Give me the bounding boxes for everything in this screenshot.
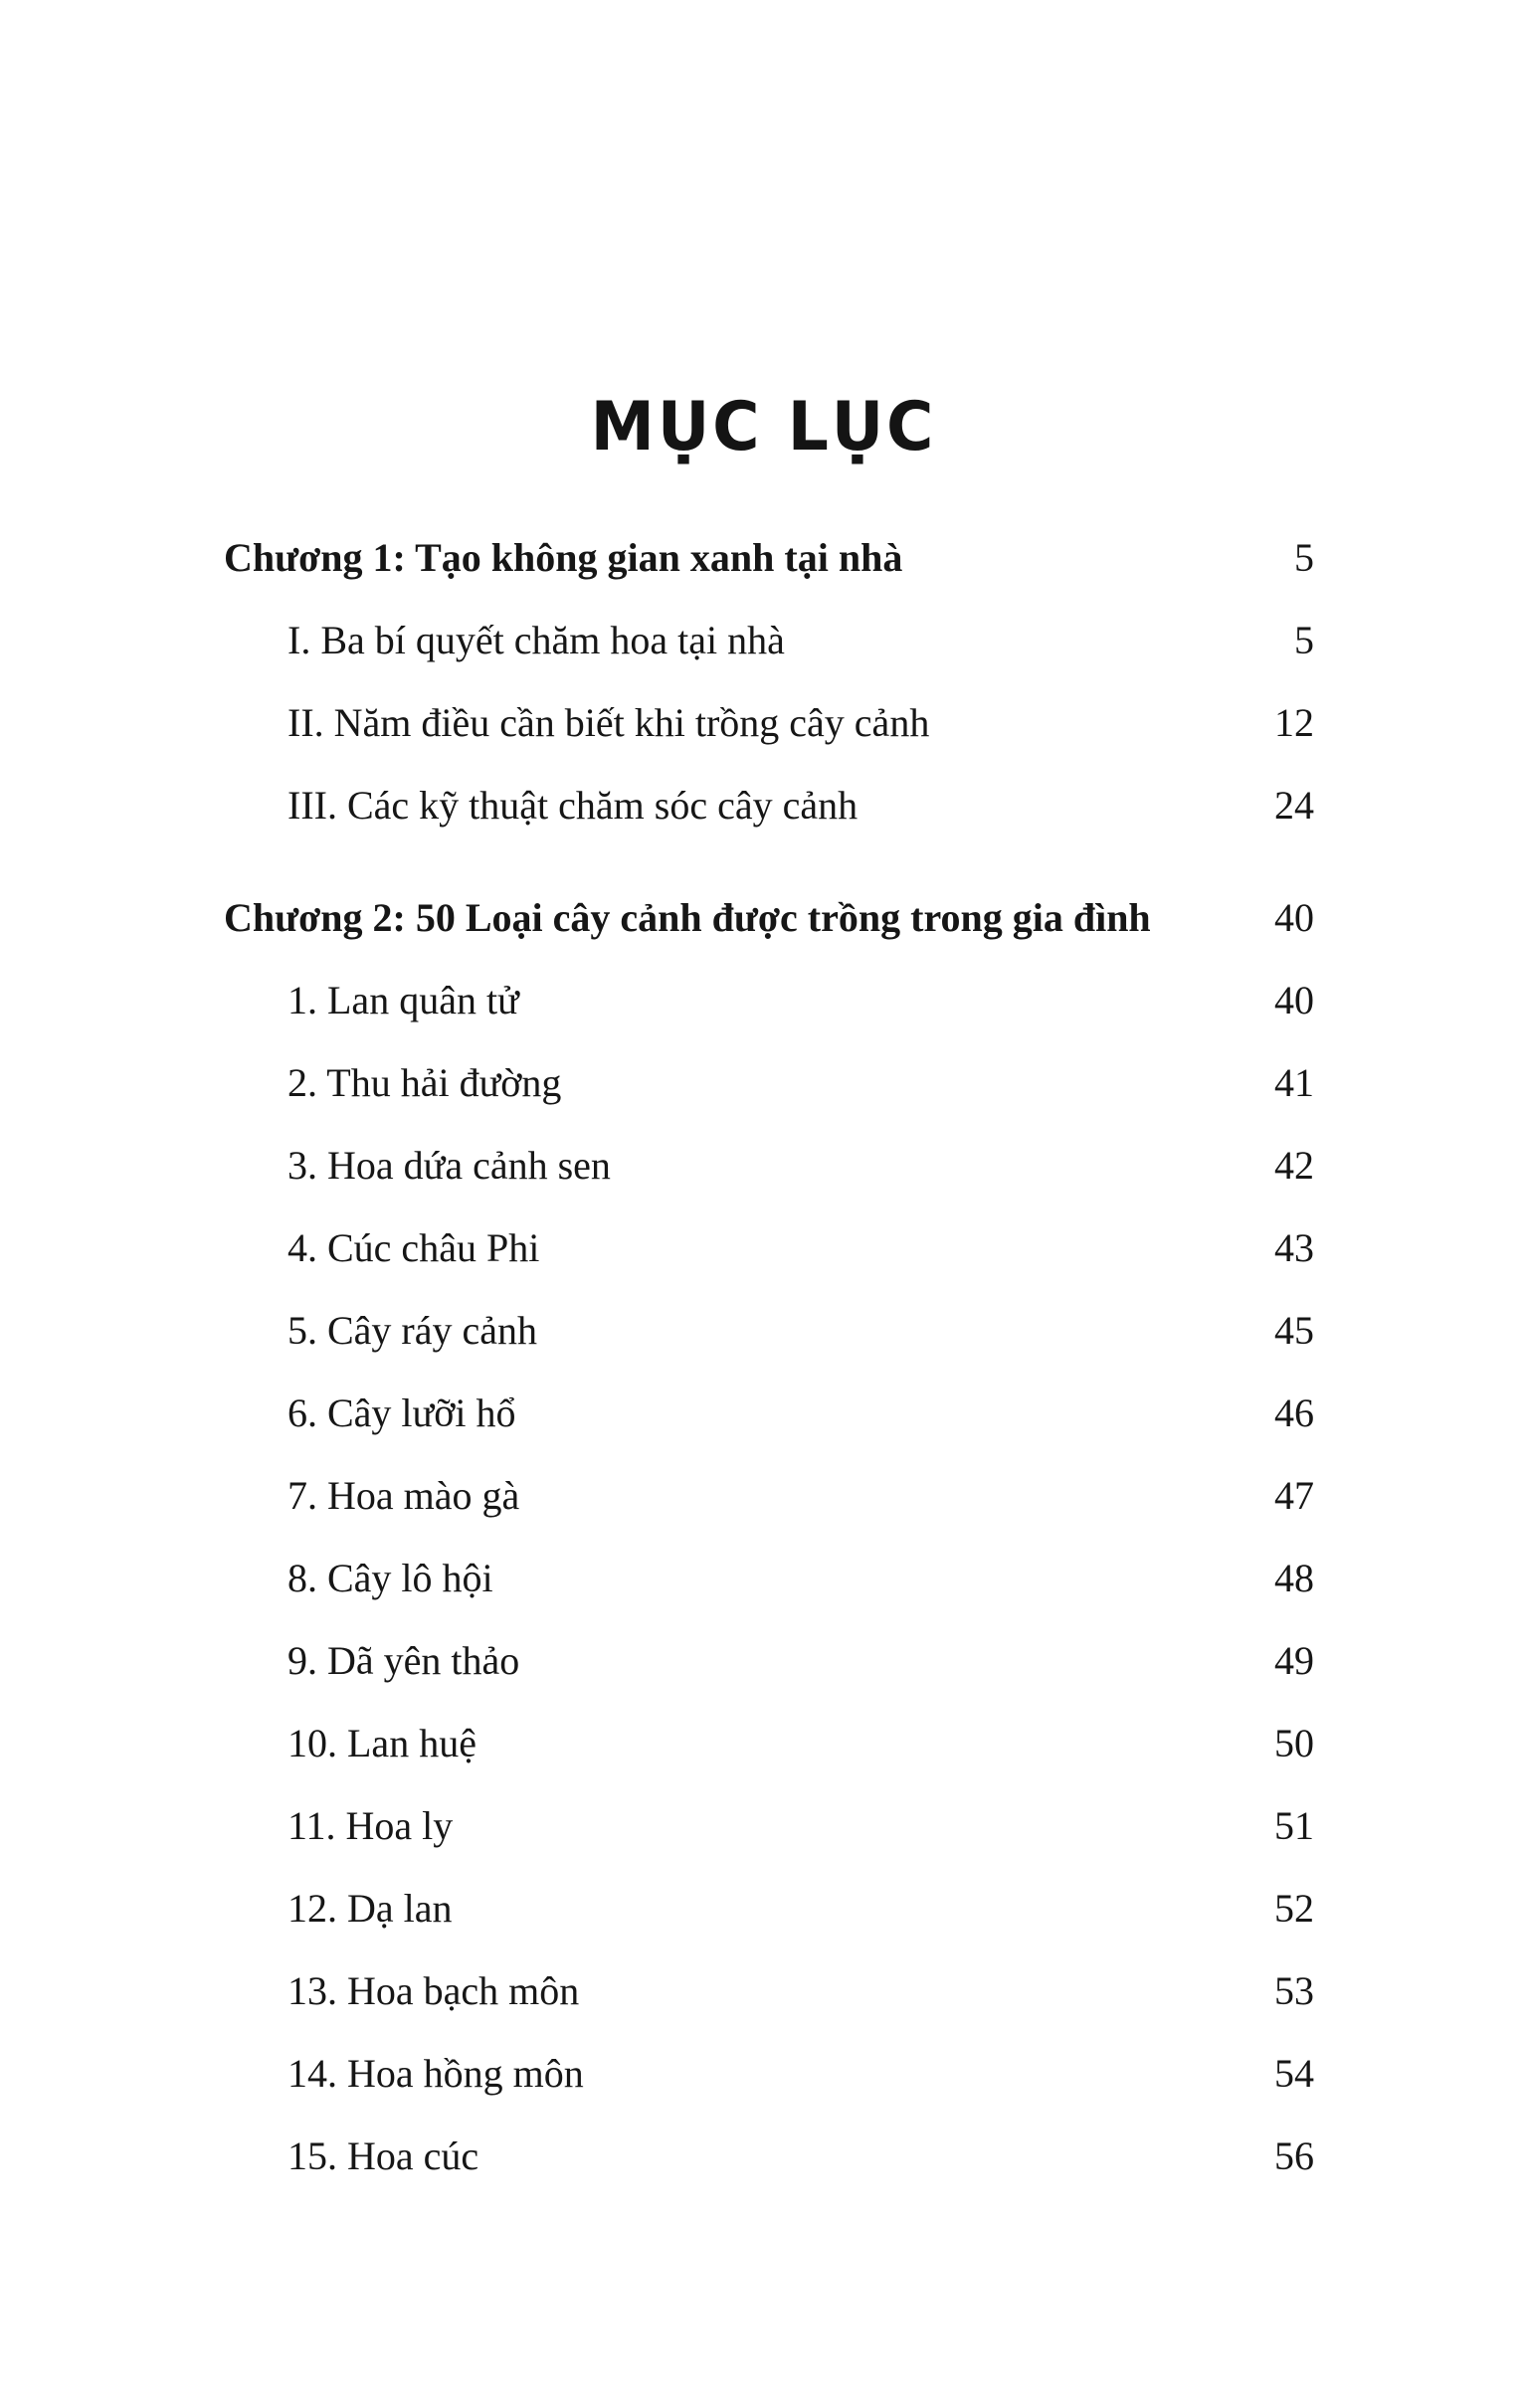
toc-entry-label: 3. Hoa dứa cảnh sen <box>287 1143 611 1188</box>
toc-entry-page: 54 <box>1274 2051 1314 2096</box>
toc-entry-label: Chương 1: Tạo không gian xanh tại nhà <box>224 535 903 580</box>
toc-entry-chapter <box>224 876 1314 959</box>
toc-entry-page: 40 <box>1274 978 1314 1022</box>
toc-entry-item <box>224 2115 1314 2197</box>
toc-entry-page: 43 <box>1274 1225 1314 1270</box>
toc-entry-page: 5 <box>1294 618 1314 662</box>
toc-entry-item <box>224 1372 1314 1454</box>
toc-entry-label: 1. Lan quân tử <box>287 978 519 1022</box>
toc-entry-page: 47 <box>1274 1473 1314 1518</box>
toc-entry-page: 53 <box>1274 1968 1314 2013</box>
toc-entry-page: 49 <box>1274 1638 1314 1683</box>
toc-entry-label: 2. Thu hải đường <box>287 1060 562 1105</box>
toc-entry-item <box>224 1784 1314 1867</box>
toc-entry-label: 11. Hoa ly <box>287 1803 454 1848</box>
toc-entry-page: 5 <box>1294 535 1314 580</box>
toc-entry-page: 50 <box>1274 1721 1314 1765</box>
toc-entry-item <box>224 1949 1314 2032</box>
toc-entry-item <box>224 764 1314 846</box>
toc-entry-page: 56 <box>1274 2133 1314 2178</box>
toc-entry-item <box>224 1124 1314 1206</box>
toc-entry-item <box>224 1454 1314 1537</box>
toc-entry-item <box>224 1619 1314 1702</box>
toc-entry-item <box>224 1702 1314 1784</box>
toc-entry-label: III. Các kỹ thuật chăm sóc cây cảnh <box>287 783 859 828</box>
toc-entry-item <box>224 681 1314 764</box>
toc-entry-item <box>224 959 1314 1041</box>
toc-entry-item <box>224 599 1314 681</box>
toc-entry-page: 40 <box>1274 895 1314 940</box>
toc-entry-label: 4. Cúc châu Phi <box>287 1225 540 1270</box>
toc-entry-label: 13. Hoa bạch môn <box>287 1968 580 2013</box>
toc-entry-item <box>224 2032 1314 2115</box>
toc-entry-page: 12 <box>1274 700 1314 745</box>
toc-entry-label: 15. Hoa cúc <box>287 2133 479 2178</box>
toc-entry-page: 42 <box>1274 1143 1314 1188</box>
toc-entry-label: 5. Cây ráy cảnh <box>287 1308 538 1353</box>
toc-entry-page: 24 <box>1274 783 1314 828</box>
toc-entry-label: I. Ba bí quyết chăm hoa tại nhà <box>287 618 785 662</box>
toc-entry-page: 46 <box>1274 1390 1314 1435</box>
toc-entry-chapter <box>224 516 1314 599</box>
toc-entry-item <box>224 1537 1314 1619</box>
toc-entry-page: 51 <box>1274 1803 1314 1848</box>
toc-entry-item <box>224 1289 1314 1372</box>
toc-entry-item <box>224 1206 1314 1289</box>
toc-entry-label: 7. Hoa mào gà <box>287 1473 520 1518</box>
toc-entry-page: 45 <box>1274 1308 1314 1353</box>
toc-entry-label: 12. Dạ lan <box>287 1886 453 1931</box>
page-title: MỤC LỤC <box>590 388 937 466</box>
toc-entry-label: 9. Dã yên thảo <box>287 1638 520 1683</box>
toc-entry-label: 10. Lan huệ <box>287 1721 477 1765</box>
toc-entry-page: 48 <box>1274 1556 1314 1600</box>
toc-entry-page: 52 <box>1274 1886 1314 1931</box>
toc-entry-label: II. Năm điều cần biết khi trồng cây cảnh <box>287 700 930 745</box>
toc-entry-label: 8. Cây lô hội <box>287 1556 493 1600</box>
toc-entry-label: 6. Cây lưỡi hổ <box>287 1390 516 1435</box>
toc-entry-item <box>224 1867 1314 1949</box>
toc-entry-label: 14. Hoa hồng môn <box>287 2051 584 2096</box>
toc-list <box>224 516 1314 2197</box>
toc-entry-item <box>224 1041 1314 1124</box>
toc-entry-page: 41 <box>1274 1060 1314 1105</box>
toc-entry-label: Chương 2: 50 Loại cây cảnh được trồng trong gia đình <box>224 895 1151 940</box>
